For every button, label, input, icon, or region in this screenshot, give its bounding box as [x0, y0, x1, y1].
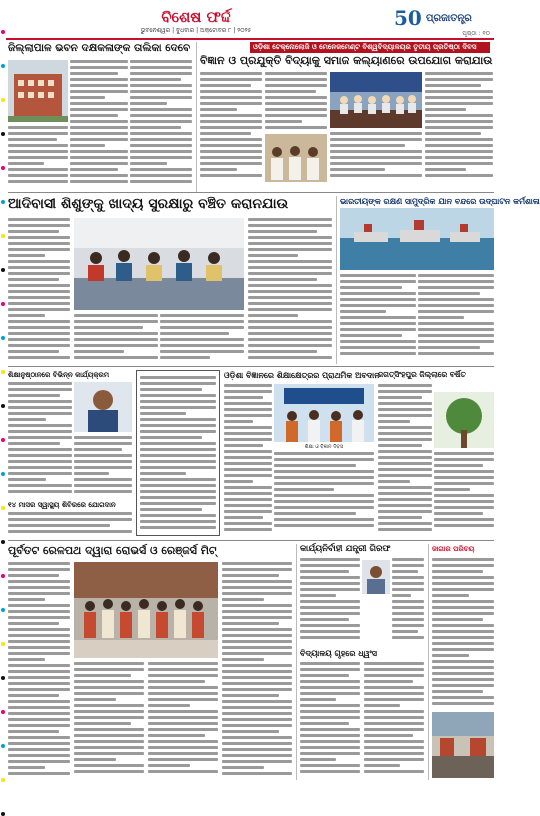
text-a3-col1: [8, 218, 70, 362]
photo-street: [432, 712, 494, 778]
headline-a8: ୧୪ ମାସର ସ୍ୱାସ୍ଥ୍ୟ ଶିବିରରେ ଯୋଗଦାନ: [8, 500, 116, 509]
text-a9-col1: [8, 562, 70, 778]
text-a3-col4: [248, 218, 332, 362]
masthead: [6, 6, 494, 36]
section-title: ବିଶେଷ ଫର୍ଦ୍ଦ: [161, 8, 231, 26]
column-divider: [196, 42, 197, 192]
logo-name: ପ୍ରଜାତନ୍ତ୍ର: [426, 13, 472, 24]
photo-engineer: [362, 560, 390, 594]
text-a5-col1: [8, 382, 72, 496]
headline-a11: ବିଦ୍ୟାଳୟ ଗୃହରେ ଧ୍ୱଂସ: [300, 648, 377, 658]
section-rule-1: [8, 192, 494, 193]
text-a2-col1: [200, 72, 262, 184]
text-a2-col2: [265, 72, 327, 132]
text-a1-col0: [8, 126, 68, 190]
text-a9-col4: [222, 562, 292, 778]
text-a3-col2: [74, 314, 158, 362]
photo-tree: [434, 392, 494, 448]
photo-rover-rangers: [74, 562, 218, 658]
section-subtitle: ଭୁବନେଶ୍ୱର | ବୁଧବାର | ଅକ୍ଟୋବର ୮ | ୨୦୨୫: [140, 27, 252, 34]
text-a2-col4: [425, 72, 493, 184]
text-a4-col1: [340, 274, 416, 362]
photo-building: [8, 60, 68, 122]
text-boxed: [140, 376, 216, 532]
photo-stage-event: [330, 72, 422, 128]
text-a11-col1: [300, 662, 360, 778]
masthead-rule: [6, 38, 494, 40]
photo-caption: ଶିକ୍ଷା ଓ ବିଜ୍ଞାନ ଦିବସ: [304, 444, 344, 450]
text-a11-col2: [364, 662, 424, 778]
registration-marks: [0, 0, 6, 788]
text-a1-col1: [70, 60, 128, 190]
text-a3-col3: [160, 314, 244, 362]
logo-50-years: 50: [394, 6, 422, 30]
headline-a4: ଭାରତୀୟଙ୍କ ରକ୍ଷଣ ସାମୁଦ୍ରିକ ଯାନ ବନ୍ଦରେ ଉଦ୍‌ଘାଟନ କର୍ମଶାଳା: [340, 196, 540, 206]
text-a7-col1: [378, 384, 432, 534]
photo-ships: [340, 208, 494, 270]
section-rule-2: [8, 366, 494, 367]
text-a9-col2: [74, 662, 144, 778]
kicker-a2: ଓଡ଼ିଶା ଟେକ୍ନୋଲୋଜି ଓ ମେନେଜମେଣ୍ଟ ବିଶ୍ୱବିଦ୍ୟାଳୟର ତୃତୀୟ ପ୍ରତିଷ୍ଠା ଦିବସ: [250, 42, 490, 53]
column-divider-2: [336, 196, 337, 364]
text-a2-col3: [330, 132, 422, 184]
text-a4-col2: [418, 274, 494, 362]
section-rule-3: [8, 540, 494, 541]
headline-a12: ଜାଗାର ପରିଚୟ: [432, 544, 475, 553]
page-number: ପୃଷ୍ଠା : ୧୦: [462, 30, 490, 37]
text-a12: [432, 558, 494, 708]
text-a10-col1: [300, 558, 360, 644]
photo-portrait: [74, 382, 132, 432]
column-divider-4: [428, 544, 429, 780]
headline-a6: ଓଡ଼ିଶା ବିଜ୍ଞାନରେ ଶିକ୍ଷାକ୍ଷେତ୍ରର ପ୍ରାଥମିକ ଅବଦାନ: [224, 370, 380, 380]
headline-a5: ଶିକ୍ଷାନୁଷ୍ଠାନରେ ବିଭିନ୍ନ କାର୍ଯ୍ୟକ୍ରମ: [8, 370, 110, 379]
headline-a2: ବିଜ୍ଞାନ ଓ ପ୍ରଯୁକ୍ତି ବିଦ୍ୟାକୁ ସମାଜ କଲ୍ୟାଣରେ ଉପଯୋଗ କରାଯାଉ: [200, 54, 493, 67]
text-a1-col2: [130, 60, 192, 190]
newspaper-logo: [394, 6, 490, 30]
text-a6-col1: [224, 384, 272, 534]
headline-a1: ଜିଲ୍ଲାପାଳ ଭବନ ଦକ୍ଷକଳାଙ୍କ ତାଲିକା ଦେବେ: [8, 42, 191, 54]
photo-guests: [265, 134, 327, 182]
headline-a3: ଆଦିବାସୀ ଶିଶୁଙ୍କୁ ଖାଦ୍ୟ ସୁରକ୍ଷାରୁ ବଞ୍ଚିତ କରାନଯାଉ: [8, 196, 289, 212]
photo-seminar: [274, 384, 374, 442]
text-a8: [8, 512, 132, 534]
text-a5-col2: [74, 436, 132, 496]
column-divider-3: [296, 544, 297, 780]
text-a10-col2: [392, 558, 424, 644]
text-a6-col2: [274, 452, 374, 534]
photo-meeting: [74, 218, 244, 310]
headline-a7: ଜଗତ୍‌ସିଂହପୁର ଜିଲ୍ଲାରେ ବର୍ଷିତ: [378, 370, 466, 379]
headline-a10: କାର୍ଯ୍ୟନିର୍ବାହୀ ଯନ୍ତ୍ରୀ ଗିରଫ: [300, 544, 391, 554]
text-a7-col2: [434, 452, 494, 534]
text-a9-col3: [148, 662, 218, 778]
headline-a9: ପୂର୍ବତଟ ରେଳପଥ ଦ୍ୱାରା ରୋଭର୍ସ ଓ ରେଞ୍ଜର୍ସ ମିଟ୍: [8, 544, 217, 557]
